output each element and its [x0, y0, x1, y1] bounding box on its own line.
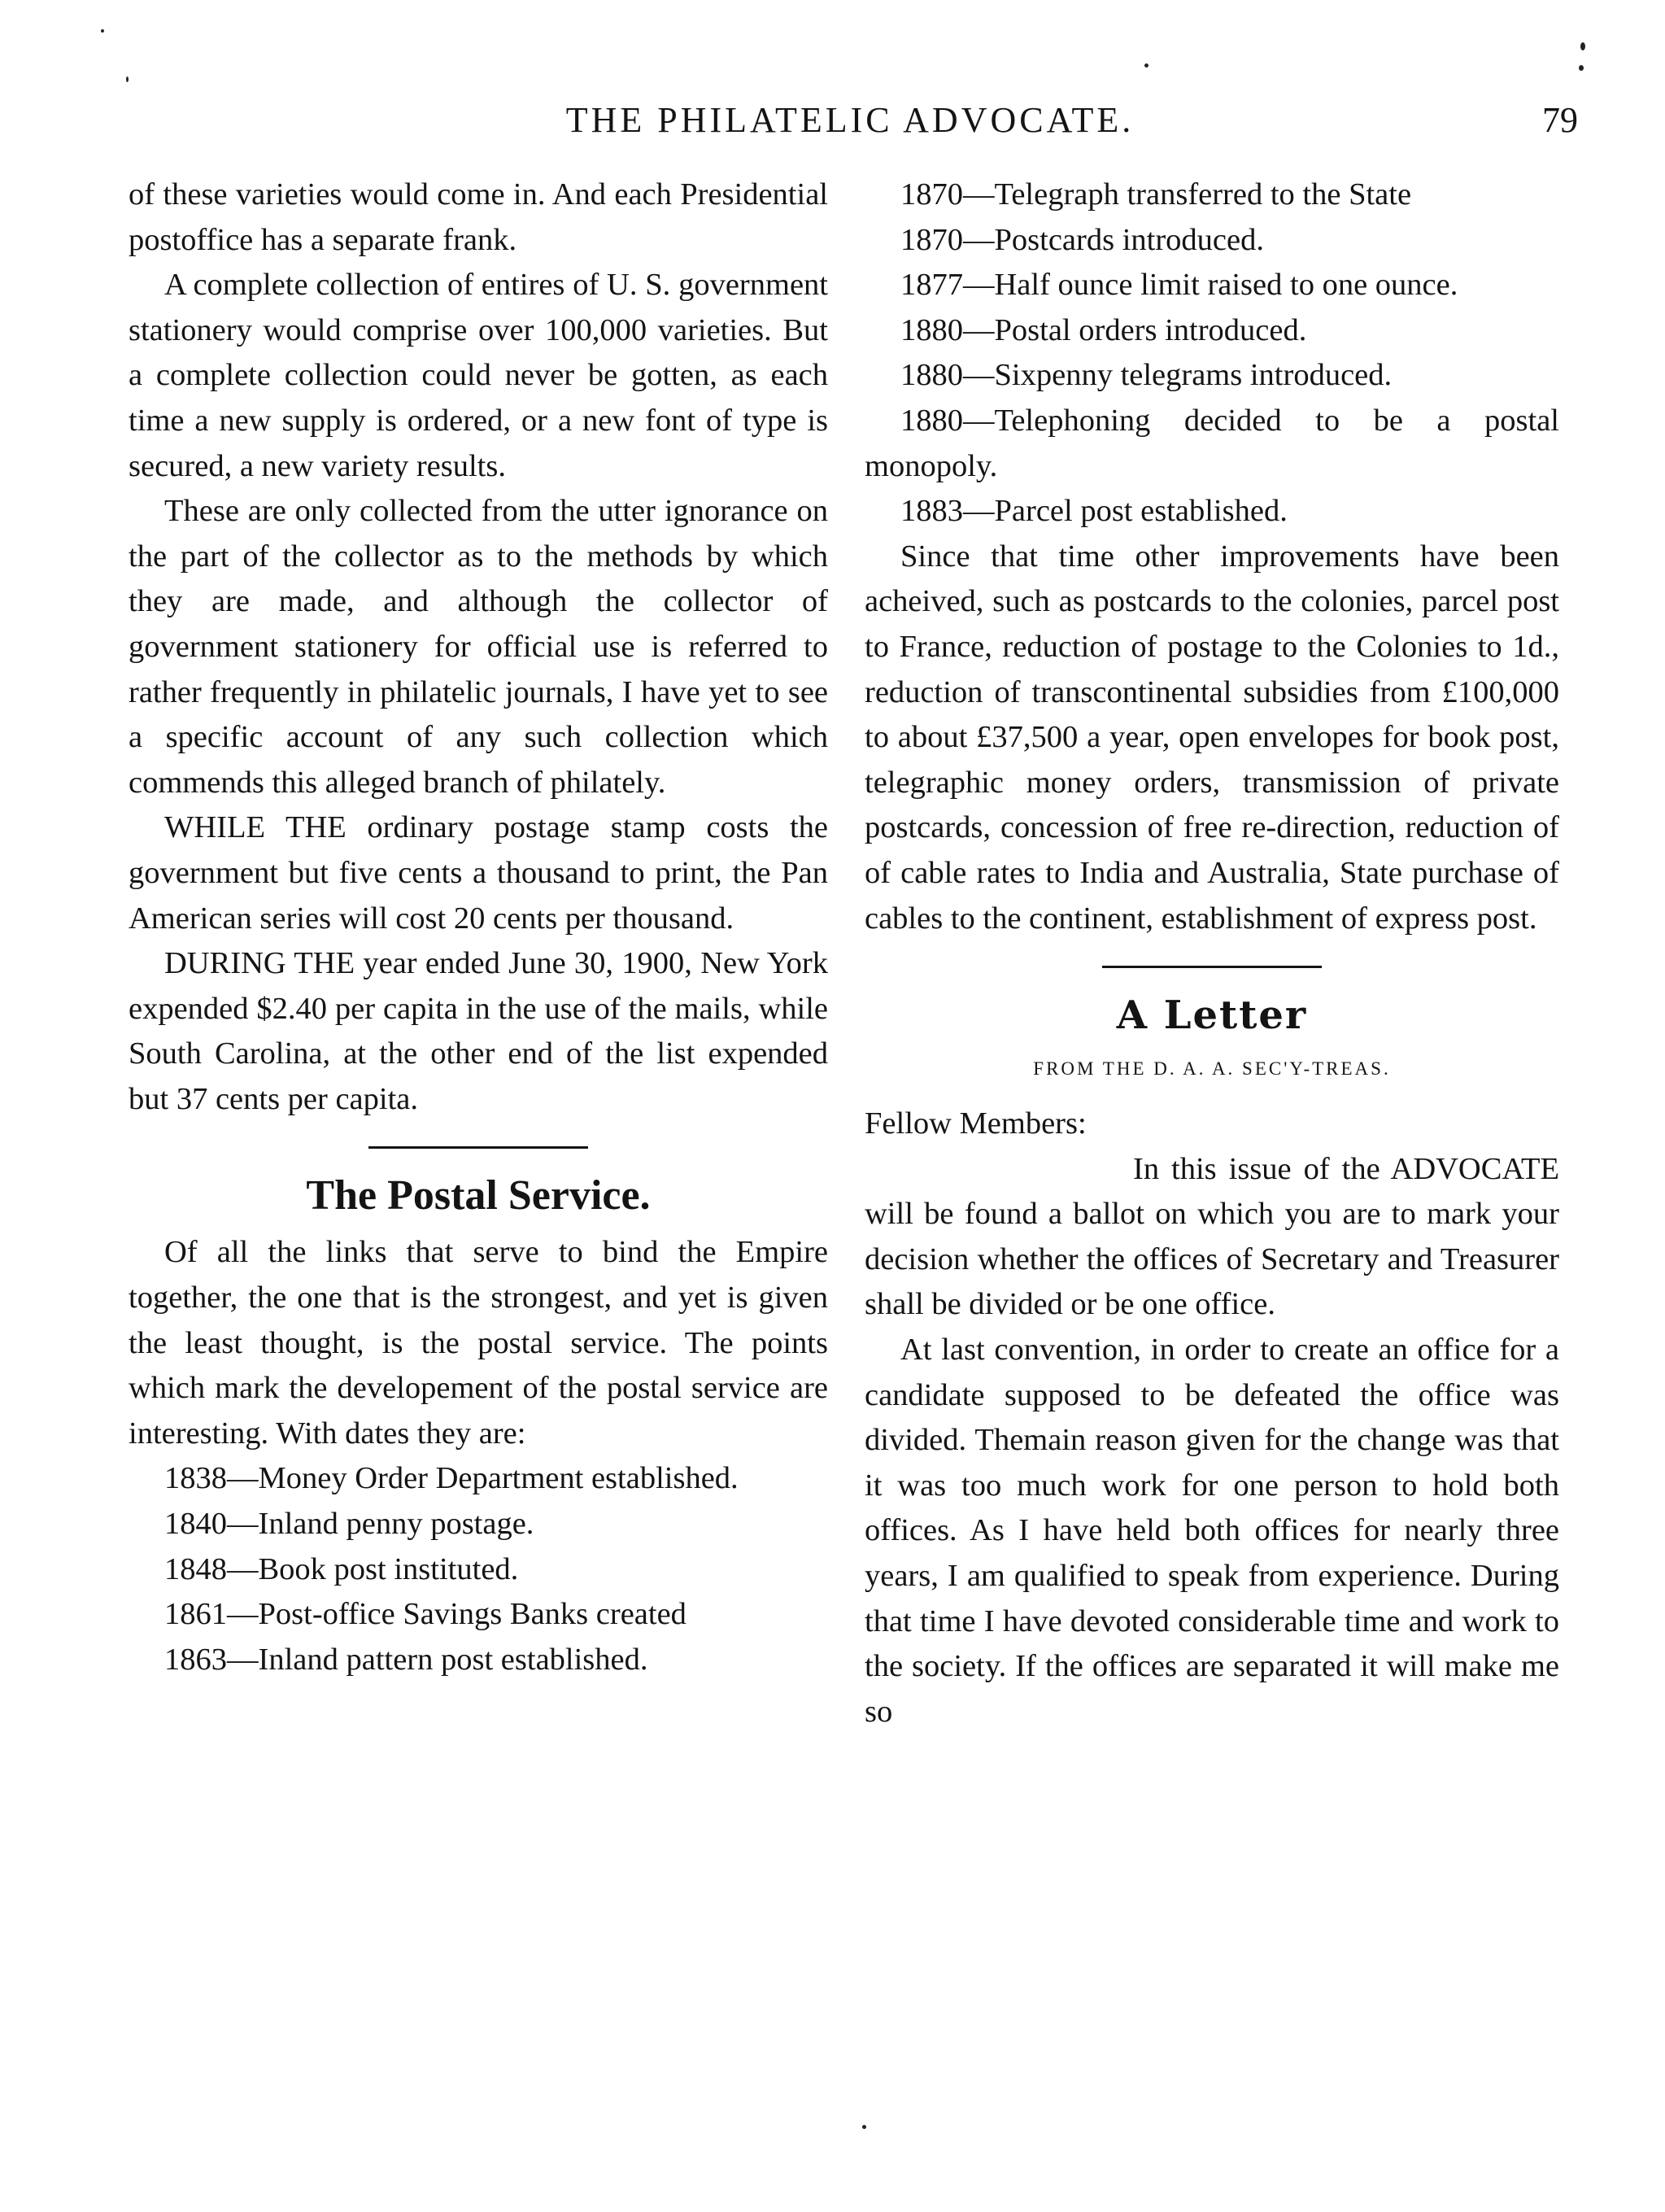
date-entry: 1880—Sixpenny telegrams introduced. [900, 358, 1393, 393]
date-entry: 1863—Inland pattern post established. [164, 1642, 648, 1677]
postal-service-heading: The Postal Service. [306, 1172, 651, 1219]
left-paragraph-6: Of all the links that serve to bind the Empire together, the one that is the strongest, and yet is given the least thought, is the postal service. The points which mark the developement of the postal service are interesting. With dates they are: [129, 1235, 828, 1451]
section-divider [1102, 966, 1322, 968]
left-paragraph-5: DURING THE year ended June 30, 1900, New York expended $2.40 per capita in the use of the mails, while South Carolina, at the other end of the list expended but 37 cents per capita. [129, 946, 828, 1116]
date-entry: 1877—Half ounce limit raised to one ounce. [900, 268, 1458, 303]
date-entry: 1883—Parcel post established. [900, 494, 1288, 529]
scan-speck [1580, 42, 1585, 50]
right-paragraph-1: Since that time other improvements have been acheived, such as postcards to the colonies, parcel post to France, reduction of postage to the Colonies to 1d., reduction of transcontinental subsidies from £100,000 to about £37,500 a year, open envelopes for book post, telegraphic money orders, transmission of private postcards, concession of free re-direction, reduction of of cable rates to India and Australia, State purchase of cables to the continent, establishment of express post. [865, 539, 1559, 936]
right-paragraph-3: At last convention, in order to create an office for a candidate supposed to be defeated the office was divided. Themain reason given for the change was that it was too much work for one person to hold both offices. As I have held both offices for nearly three years, I am qualified to speak from experience. During that time I have devoted considerable time and work to the society. If the offices are separated it will make me so [865, 1333, 1559, 1729]
left-paragraph-2: A complete collection of entires of U. S. government stationery would comprise over 100,000 varieties. But a complete collection could never be gotten, as each time a new supply is ordered, or a new font of type is secured, a new variety results. [129, 268, 828, 483]
scan-speck [862, 2125, 866, 2129]
left-column [129, 172, 828, 1682]
left-paragraph-1: of these varieties would come in. And each Presidential postoffice has a separate frank. [129, 177, 828, 257]
right-paragraph-2: In this issue of the ADVOCATE will be found a ballot on which you are to mark your decision whether the offices of Secretary and Treasurer shall be divided or be one office. [865, 1151, 1559, 1322]
scan-speck [1144, 63, 1149, 68]
right-column [865, 172, 1559, 1734]
section-divider [368, 1146, 588, 1149]
scan-speck [1579, 65, 1584, 71]
letter-byline: FROM THE D. A. A. SEC'Y-TREAS. [1033, 1058, 1391, 1080]
date-entry: 1848—Book post instituted. [164, 1551, 519, 1586]
scan-speck [101, 29, 104, 33]
page-number: 79 [1542, 100, 1578, 140]
running-title: THE PHILATELIC ADVOCATE. [565, 100, 1135, 140]
letter-salutation: Fellow Members: [865, 1106, 1087, 1141]
date-entry: 1870—Postcards introduced. [900, 222, 1264, 257]
date-entry: 1861—Post-office Savings Banks created [164, 1597, 686, 1632]
running-head [122, 96, 1578, 145]
date-entry: 1838—Money Order Department established. [164, 1461, 739, 1496]
date-entry: 1880—Postal orders introduced. [900, 312, 1307, 347]
letter-heading: A Letter [1116, 993, 1308, 1039]
left-paragraph-4: WHILE THE ordinary postage stamp costs the government but five cents a thousand to print, the Pan American series will cost 20 cents per thousand. [129, 810, 828, 936]
date-entry: 1840—Inland penny postage. [164, 1507, 534, 1542]
scan-speck [126, 76, 129, 82]
left-paragraph-3: These are only collected from the utter ignorance on the part of the collector as to the methods by which they are made, and although the collector of government stationery for official use is referred to rather frequently in philatelic journals, I have yet to see a specific account of any such collection which commends this alleged branch of philately. [129, 494, 828, 800]
date-entry: 1870—Telegraph transferred to the State [900, 177, 1412, 212]
date-entry: 1880—Telephoning decided to be a postal monopoly. [865, 403, 1559, 483]
